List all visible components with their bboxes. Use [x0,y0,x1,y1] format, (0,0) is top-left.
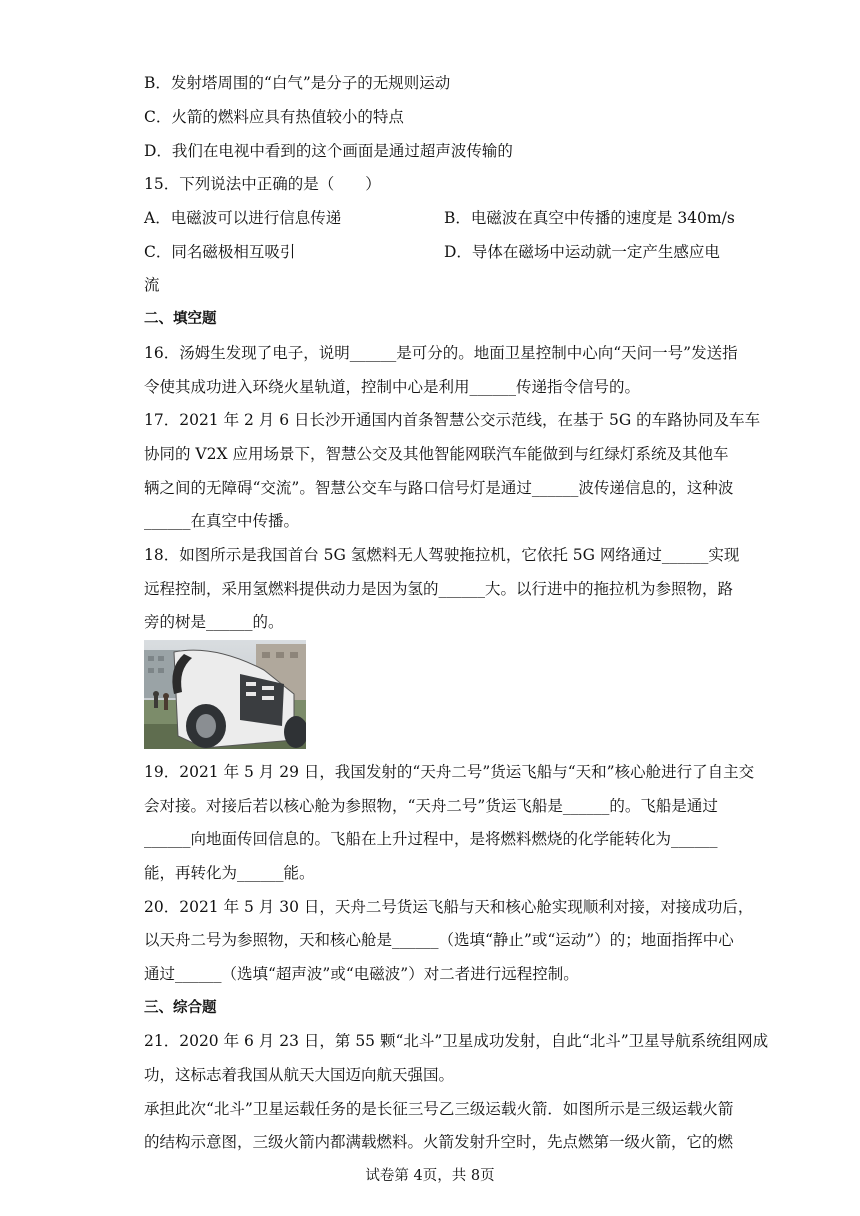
question-15: 15．下列说法中正确的是（ ） [144,175,381,193]
question-21-line3: 承担此次“北斗”卫星运载任务的是长征三号乙三级运载火箭．如图所示是三级运载火箭 [144,1100,734,1118]
section-comprehensive: 三、综合题 [144,1000,217,1016]
question-17-line4: ______在真空中传播。 [144,512,300,530]
question-19-line2: 会对接。对接后若以核心舱为参照物，“天舟二号”货运飞船是______的。飞船是通过 [144,797,718,815]
question-21-line4: 的结构示意图，三级火箭内都满载燃料。火箭发射升空时，先点燃第一级火箭，它的燃 [144,1133,734,1151]
question-17-line3: 辆之间的无障碍“交流”。智慧公交车与路口信号灯是通过______波传递信息的，这种波 [144,479,734,497]
line-14c: C．火箭的燃料应具有热值较小的特点 [144,108,404,126]
question-20-line3: 通过______（选填“超声波”或“电磁波”）对二者进行远程控制。 [144,965,579,983]
question-20-line1: 20．2021 年 5 月 30 日，天舟二号货运飞船与天和核心舱实现顺利对接，对接成功后， [144,898,754,916]
option-15b: B．电磁波在真空中传播的速度是 340m/s [444,209,735,227]
option-15d: D．导体在磁场中运动就一定产生感应电 [444,243,720,261]
question-18-line1: 18．如图所示是我国首台 5G 氢燃料无人驾驶拖拉机，它依托 5G 网络通过______实现 [144,546,740,564]
question-16-line1: 16．汤姆生发现了电子，说明______是可分的。地面卫星控制中心向“天问一号”发送指 [144,344,738,362]
question-19-line1: 19．2021 年 5 月 29 日，我国发射的“天舟二号”货运飞船与“天和”核心舱进行了自主交 [144,763,755,781]
question-17-line2: 协同的 V2X 应用场景下，智慧公交及其他智能网联汽车能做到与红绿灯系统及其他车 [144,445,729,463]
section-fill-in: 二、填空题 [144,311,217,327]
question-18-line2: 远程控制，采用氢燃料提供动力是因为氢的______大。以行进中的拖拉机为参照物，路 [144,580,734,598]
question-19-line3: ______向地面传回信息的。飞船在上升过程中，是将燃料燃烧的化学能转化为______ [144,830,718,848]
option-15a: A．电磁波可以进行信息传递 [144,209,342,227]
question-16-line2: 令使其成功进入环绕火星轨道，控制中心是利用______传递指令信号的。 [144,378,641,396]
page-footer: 试卷第 4页，共 8页 [365,1168,495,1184]
question-17-line1: 17．2021 年 2 月 6 日长沙开通国内首条智慧公交示范线，在基于 5G 的车路协同及车车 [144,411,761,429]
question-20-line2: 以天舟二号为参照物，天和核心舱是______（选填“静止”或“运动”）的；地面指挥中心 [144,931,734,949]
line-14b: B．发射塔周围的“白气”是分子的无规则运动 [144,74,451,92]
question-19-line4: 能，再转化为______能。 [144,864,315,882]
option-15d-cont: 流 [144,276,160,294]
question-21-line2: 功，这标志着我国从航天大国迈向航天强国。 [144,1066,455,1084]
question-18-line3: 旁的树是______的。 [144,613,284,631]
tractor-photo [144,640,306,749]
question-21-line1: 21．2020 年 6 月 23 日，第 55 颗“北斗”卫星成功发射，自此“北斗”卫星导航系统组网成 [144,1032,769,1050]
line-14d: D．我们在电视中看到的这个画面是通过超声波传输的 [144,142,513,160]
option-15c: C．同名磁极相互吸引 [144,243,296,261]
